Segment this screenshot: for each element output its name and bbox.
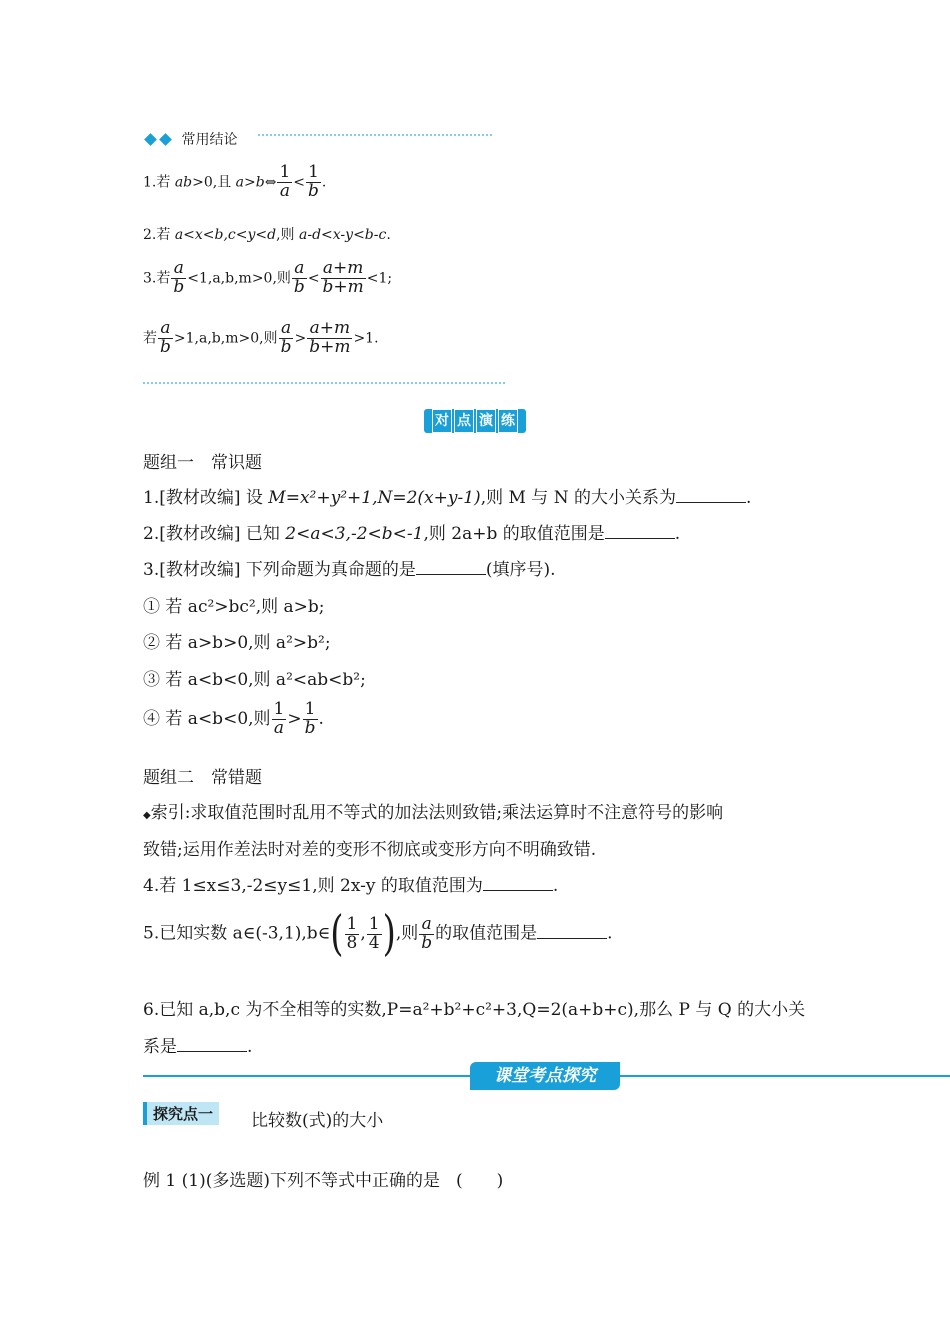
group2-title: 题组二 常错题 (143, 768, 262, 788)
diamond-icon (144, 133, 157, 146)
conclusion-2: 2.若 a<x<b,c<y<d,则 a-d<x-y<b-c. (143, 227, 391, 243)
fraction: $\frac{1}{b}$ (304, 699, 316, 738)
index-note: ◆索引:求取值范围时乱用不等式的加法法则致错;乘法运算时不注意符号的影响 (143, 803, 724, 823)
question-1: 1.[教材改编] 设 M=x²+y²+1,N=2(x+y-1),则 M 与 N 的大小关系为 . (143, 488, 752, 508)
diamond-icon (159, 133, 172, 146)
section-banner: 课堂考点探究 (470, 1062, 620, 1090)
example-1: 例 1 (1)(多选题)下列不等式中正确的是 ( ) (143, 1171, 504, 1191)
fraction: $\frac{a}{b}$ (160, 318, 171, 357)
point-title: 比较数(式)的大小 (251, 1111, 384, 1131)
option-1: ① 若 ac²>bc²,则 a>b; (143, 597, 325, 617)
fraction: $\frac{a}{b}$ (421, 913, 433, 953)
question-2: 2.[教材改编] 已知 2<a<3,-2<b<-1,则 2a+b 的取值范围是 . (143, 524, 681, 544)
conclusion-4: 若 $\frac{a}{b}$ >1,a,b,m>0,则 $\frac{a}{b}$ > $\frac{a+m}{b+m}$ >1. (143, 318, 379, 357)
question-3: 3.[教材改编] 下列命题为真命题的是 (填序号). (143, 560, 556, 580)
conclusion-3: 3.若 $\frac{a}{b}$ <1,a,b,m>0,则 $\frac{a}{b}$ < $\frac{a+m}{b+m}$ <1; (143, 258, 393, 297)
option-2: ② 若 a>b>0,则 a²>b²; (143, 633, 331, 653)
answer-blank[interactable] (177, 1050, 247, 1052)
fraction: $\frac{1}{a}$ (273, 699, 285, 738)
fraction: $\frac{a}{b}$ (280, 318, 292, 357)
answer-blank[interactable] (605, 537, 675, 539)
divider (258, 134, 492, 136)
fraction: $\frac{1}{a}$ (279, 162, 291, 201)
practice-badge: 对 点 演 练 (424, 409, 526, 433)
answer-blank[interactable] (483, 889, 553, 891)
answer-blank[interactable] (416, 573, 486, 575)
divider (143, 382, 505, 384)
question-6: 6.已知 a,b,c 为不全相等的实数,P=a²+b²+c²+3,Q=2(a+b+c),那么 P 与 Q 的大小关 (143, 1000, 806, 1020)
fraction: $\frac{1}{4}$ (368, 913, 380, 953)
conclusions-heading-row (143, 129, 237, 149)
index-note-cont: 致错;运用作差法时对差的变形不彻底或变形方向不明确致错. (143, 840, 597, 860)
bullet-icon: ◆ (143, 810, 151, 821)
fraction: $\frac{1}{8}$ (346, 913, 358, 953)
group1-title: 题组一 常识题 (143, 453, 262, 473)
fraction: $\frac{1}{b}$ (308, 162, 319, 201)
option-4: ④ 若 a<b<0,则 $\frac{1}{a}$ > $\frac{1}{b}$ . (143, 699, 324, 738)
point-tag: 探究点一 (143, 1102, 219, 1125)
option-3: ③ 若 a<b<0,则 a²<ab<b²; (143, 670, 366, 690)
fraction: $\frac{a}{b}$ (173, 258, 185, 297)
fraction: $\frac{a+m}{b+m}$ (309, 318, 351, 357)
question-5: 5.已知实数 a∈(-3,1),b∈( $\frac{1}{8}$ , $\frac{1}{4}$ ),则 $\frac{a}{b}$ 的取值范围是 . (143, 906, 613, 962)
conclusions-heading: 常用结论 (181, 132, 238, 148)
question-6-cont: 系是 . (143, 1037, 253, 1057)
fraction: $\frac{a+m}{b+m}$ (322, 258, 364, 297)
fraction: $\frac{a}{b}$ (293, 258, 305, 297)
question-4: 4.若 1≤x≤3,-2≤y≤1,则 2x-y 的取值范围为 . (143, 876, 559, 896)
answer-blank[interactable] (537, 937, 607, 939)
answer-blank[interactable] (676, 501, 746, 503)
conclusion-1: 1.若 ab>0,且 a>b⇔ $\frac{1}{a}$ < $\frac{1}{b}$ . (143, 162, 327, 201)
